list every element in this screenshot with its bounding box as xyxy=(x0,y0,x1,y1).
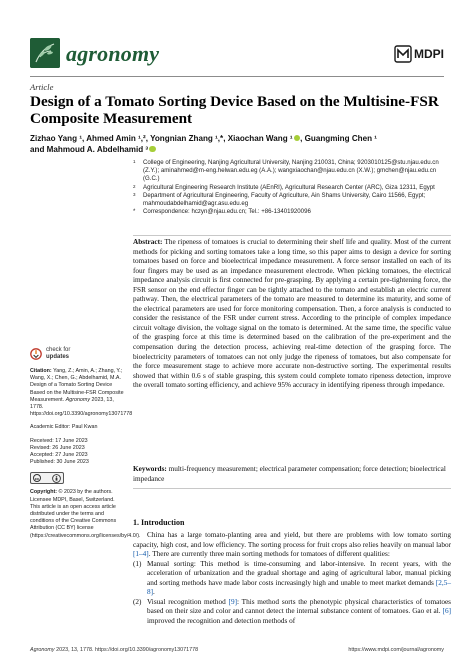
check-updates-line1: check for xyxy=(46,347,71,353)
cc-by-license-badge[interactable] xyxy=(30,472,126,484)
date-published: Published: 30 June 2023 xyxy=(30,459,89,466)
date-received: Received: 17 June 2023 xyxy=(30,437,88,444)
citation-link[interactable]: [1–4] xyxy=(133,550,149,559)
correspondence-text: Correspondence: hczyn@njau.edu.cn; Tel.: +86-13401920096 xyxy=(143,208,311,216)
copyright-label: Copyright: xyxy=(30,489,58,496)
list-number: (2) xyxy=(133,597,142,606)
journal-header xyxy=(30,38,444,72)
copyright-text: © 2023 by the authors. Licensee MDPI, Basel, Switzerland. This article is an open access article distributed under the terms and conditions of the Creative Commons Attribution (CC BY) license (https://creativecommons.org/licenses/by/4.0/). xyxy=(30,489,141,539)
article-title: Design of a Tomato Sorting Device Based on the Multisine-FSR Composite Measurement xyxy=(30,93,439,127)
article-type: Article xyxy=(30,82,54,92)
affiliation-number: 1 xyxy=(133,159,136,164)
list-text: Visual recognition method xyxy=(147,597,229,606)
list-number: (1) xyxy=(133,559,142,568)
affiliation-number: 2 xyxy=(133,183,136,189)
check-updates-line2: updates xyxy=(46,353,70,360)
affiliation-number: 3 xyxy=(133,191,136,197)
keywords xyxy=(133,465,451,484)
check-for-updates-icon xyxy=(30,348,42,360)
affiliation-text: Agricultural Engineering Research Institute (AEnRI), Agricultural Research Center (ARC), Giza 12311, Egypt xyxy=(143,183,435,191)
affiliation-item xyxy=(133,192,451,208)
citation-link[interactable]: [6] xyxy=(442,607,451,616)
list-item xyxy=(133,560,451,598)
copyright-block xyxy=(30,489,141,539)
correspondence-item xyxy=(133,208,451,216)
keywords-text: multi-frequency measurement; electrical parameter compensation; force detection; bioelectrical impedance xyxy=(133,465,446,483)
cc-icon: cc xyxy=(34,475,40,481)
authors-line1: Zizhao Yang ¹, Ahmed Amin ¹,², Yongnian Zhang ¹,*, Xiaochan Wang ¹ xyxy=(30,134,293,143)
header-divider xyxy=(30,76,444,77)
citation-label: Citation: xyxy=(30,368,52,374)
abstract xyxy=(133,238,451,391)
citation-text: Yang, Z.; Amin, A.; Zhang, Y.; Wang, X.; Chen, G.; Abdelhamid, M.A. Design of a Tomato Sorting Device Based on the Multisine-FSR Composite Measurement. xyxy=(30,368,124,403)
affiliation-item xyxy=(133,159,451,184)
affiliations xyxy=(133,159,451,216)
intro-text: . There are currently three main sorting methods for tomatoes of different qualities: xyxy=(148,550,390,559)
citation-block xyxy=(30,368,133,418)
footer-journal-url[interactable]: https://www.mdpi.com/journal/agronomy xyxy=(348,647,444,653)
citation-link[interactable]: [9] xyxy=(228,597,238,606)
agronomy-logo-icon xyxy=(30,38,60,68)
footer-citation xyxy=(30,647,198,653)
abstract-top-rule xyxy=(133,235,451,236)
check-updates-label xyxy=(46,347,70,360)
attribution-person-icon xyxy=(52,474,61,483)
mdpi-logo[interactable] xyxy=(394,44,444,64)
section-heading-introduction: 1. Introduction xyxy=(133,518,185,527)
academic-editor: Academic Editor: Paul Kwan xyxy=(30,424,98,431)
authors-line1b: , Guangming Chen ¹ xyxy=(300,134,377,143)
page-footer xyxy=(30,647,444,653)
correspondence-marker: * xyxy=(133,209,136,216)
citation-doi-link[interactable]: 2023, 13, 1778. https://doi.org/10.3390/agronomy13071778 xyxy=(30,396,133,418)
keywords-label: Keywords: xyxy=(133,465,167,473)
footer-doi-link[interactable]: 2023, 13, 1778. https://doi.org/10.3390/agronomy13071778 xyxy=(54,647,199,653)
citation-link[interactable]: [2,5–8] xyxy=(147,578,451,597)
footer-journal: Agronomy xyxy=(30,647,55,653)
orcid-icon[interactable] xyxy=(149,146,156,153)
check-for-updates-button[interactable] xyxy=(30,347,126,360)
citation-journal: Agronomy xyxy=(65,396,91,403)
publication-dates xyxy=(30,438,126,467)
list-item xyxy=(133,598,451,627)
cc-by-icon xyxy=(30,472,64,484)
intro-text: China has a large tomato-planting area and yield, but there are problems with low tomato sorting capacity, high cost, and low efficiency. The sorting process for fruit crops also relies heavily on manual labor xyxy=(133,531,451,549)
list-text: : This method sorts the phenotypic physical characteristics of tomatoes based on their size and color and cannot detect the internal substance content of tomatoes. Gao et al. xyxy=(147,597,451,616)
abstract-bottom-rule xyxy=(133,488,451,489)
affiliation-item xyxy=(133,184,451,192)
mdpi-mark-icon xyxy=(394,45,412,63)
authors-line2: and Mahmoud A. Abdelhamid ³ xyxy=(30,145,149,154)
affiliation-text: Department of Agricultural Engineering, Faculty of Agriculture, Ain Shams University, Cairo 11566, Egypt; mahmoudabdelhamid@agr.asu.edu.eg xyxy=(143,191,426,208)
author-list xyxy=(30,133,450,155)
list-text: . xyxy=(153,588,155,597)
affiliation-text: College of Engineering, Nanjing Agricultural University, Nanjing 210031, China; 9203010125@stu.njau.edu.cn (Z.Y.); aminahmed@m-eng.helwan.edu.eg (A.A.); wangxiaochan@njau.edu.cn (X.W.); gmchen@njau.edu.cn (G.C.) xyxy=(143,159,439,183)
journal-name: agronomy xyxy=(66,41,160,66)
date-revised: Revised: 26 June 2023 xyxy=(30,444,85,451)
list-text: Manual sorting: This method is time-consuming and labor-intensive. In recent years, with the acceleration of urbanization and the gradual shortage and aging of agricultural labor, manual picking and sorting methods have made labor costs increasingly high and unable to meet market demands xyxy=(147,559,451,587)
list-text: improved the recognition and detection methods of xyxy=(147,616,296,625)
article-sidebar xyxy=(30,347,141,546)
introduction-body xyxy=(133,531,451,626)
publisher-name: MDPI xyxy=(414,47,444,61)
abstract-text: The ripeness of tomatoes is crucial to determining their shelf life and quality. Most of the current methods for picking and sorting tomatoes take a long time, so this paper aims to design a device for sorting tomatoes based on force and bioelectrical impedance measurement. A force sensor installed on each of its four fingers may be used as an impedance measurement electrode. When picking tomatoes, the electrical impedance analysis circuit is first connected for pre-grasping. By applying a certain pre-tightening force, the FSR sensor on the end effector finger can be tightly attached to the tomato and establish an electric current pathway. Then, the electrical parameters of the tomato are measured to determine its maturity, and some of the electrical parameters are used for force monitoring compensation. Then, a force analysis is conducted to consider the resistance of the FSR under current stress. According to the principle of complex impedance circuit voltage division, the voltage signal on the tomato is determined. At the same time, the specific value of the grasping force at this time is determined based on the calibration of the pre-experiment and the compensation during the detection process, achieving real-time detection of the grasping force. The bioelectricity parameters of tomatoes can not only judge the ripeness of tomatoes, but also compensate for the force measurement stage to achieve more accurate non-destructive sorting. The experimental results showed that within 0.6 s of stable grasping, this system could complete tomato ripeness detection, improve the overall tomato sorting efficiency, and achieve 95% accuracy in identifying ripeness through impedance. xyxy=(133,238,451,390)
date-accepted: Accepted: 27 June 2023 xyxy=(30,452,88,459)
abstract-label: Abstract: xyxy=(133,238,163,246)
intro-paragraph xyxy=(133,531,451,560)
